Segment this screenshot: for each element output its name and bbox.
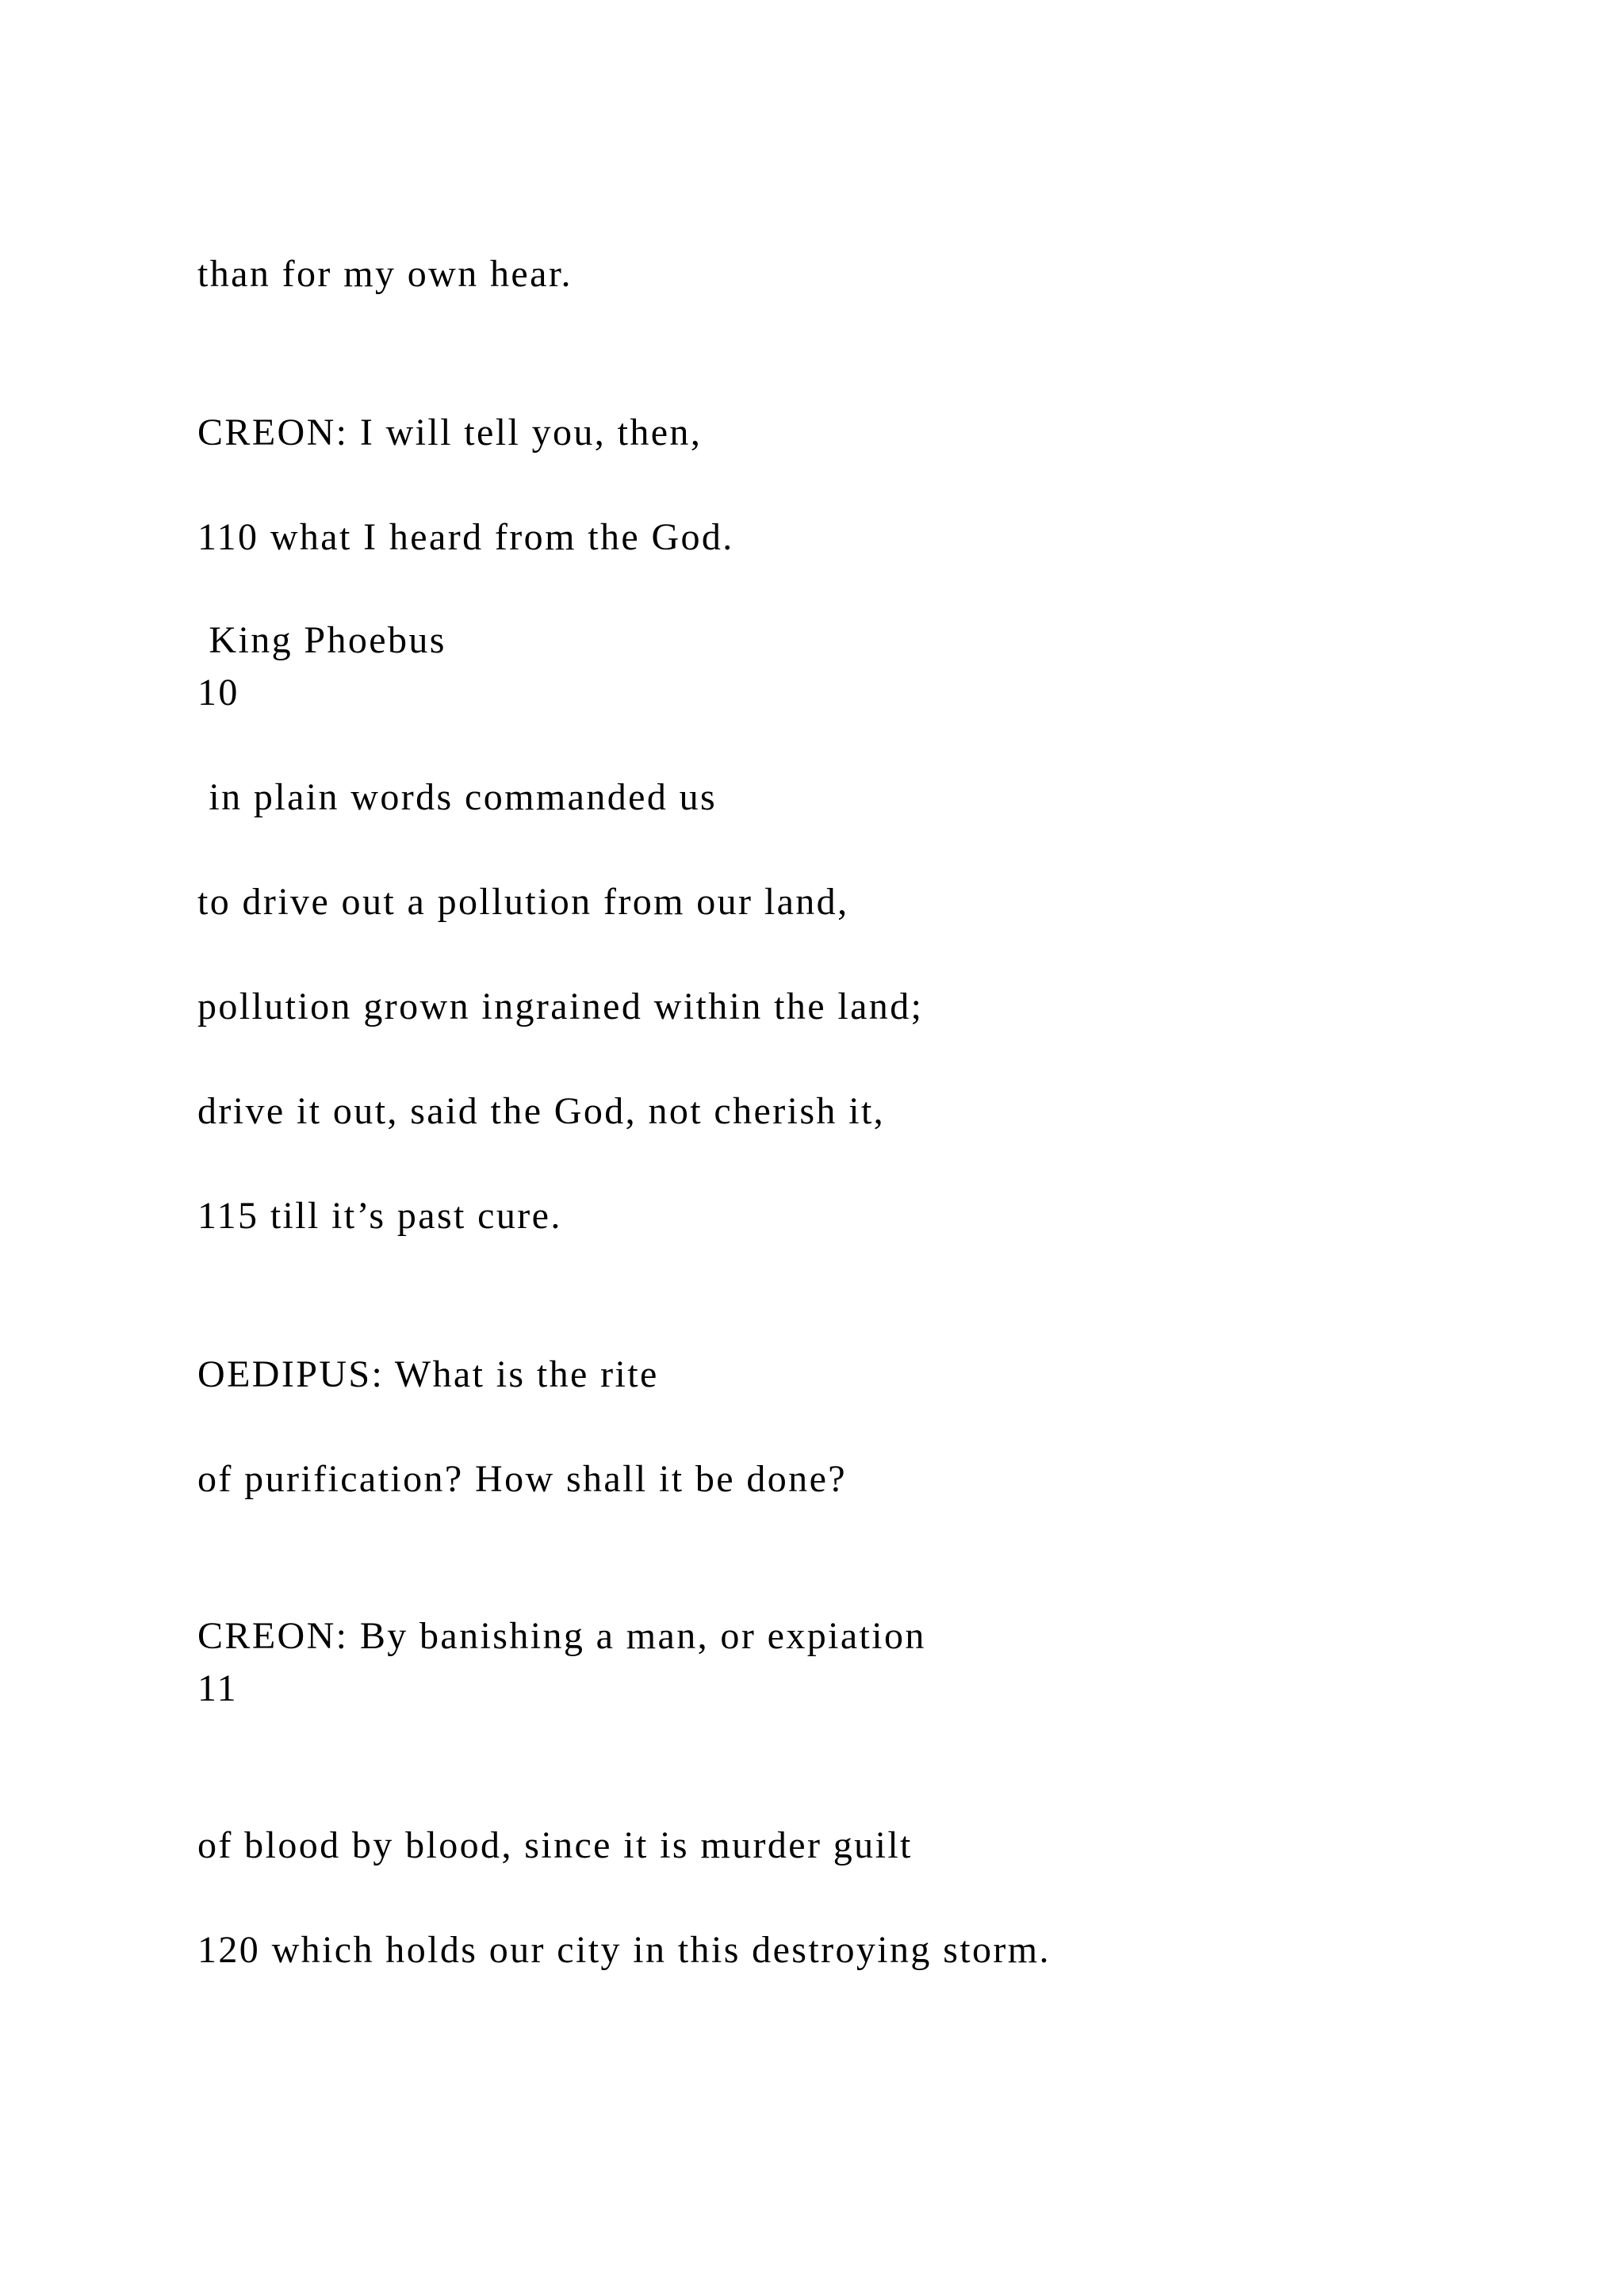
text-line: pollution grown ingrained within the land; xyxy=(197,985,924,1027)
speaker-line: CREON: By banishing a man, or expiation xyxy=(197,1615,926,1657)
page-number: 10 xyxy=(197,672,239,714)
text-line: in plain words commanded us xyxy=(197,776,718,818)
speaker-line: OEDIPUS: What is the rite xyxy=(197,1353,659,1395)
text-line: of blood by blood, since it is murder guilt xyxy=(197,1824,913,1866)
text-line: of purification? How shall it be done? xyxy=(197,1458,847,1500)
text-line: 115 till it’s past cure. xyxy=(197,1195,562,1237)
text-line: King Phoebus xyxy=(197,619,446,661)
text-line: to drive out a pollution from our land, xyxy=(197,881,849,923)
text-line: than for my own hear. xyxy=(197,253,573,295)
text-line: drive it out, said the God, not cherish it, xyxy=(197,1090,886,1132)
page-number: 11 xyxy=(197,1667,239,1709)
speaker-line: CREON: I will tell you, then, xyxy=(197,411,703,453)
text-line: 120 which holds our city in this destroying storm. xyxy=(197,1929,1051,1971)
text-line: 110 what I heard from the God. xyxy=(197,516,734,558)
